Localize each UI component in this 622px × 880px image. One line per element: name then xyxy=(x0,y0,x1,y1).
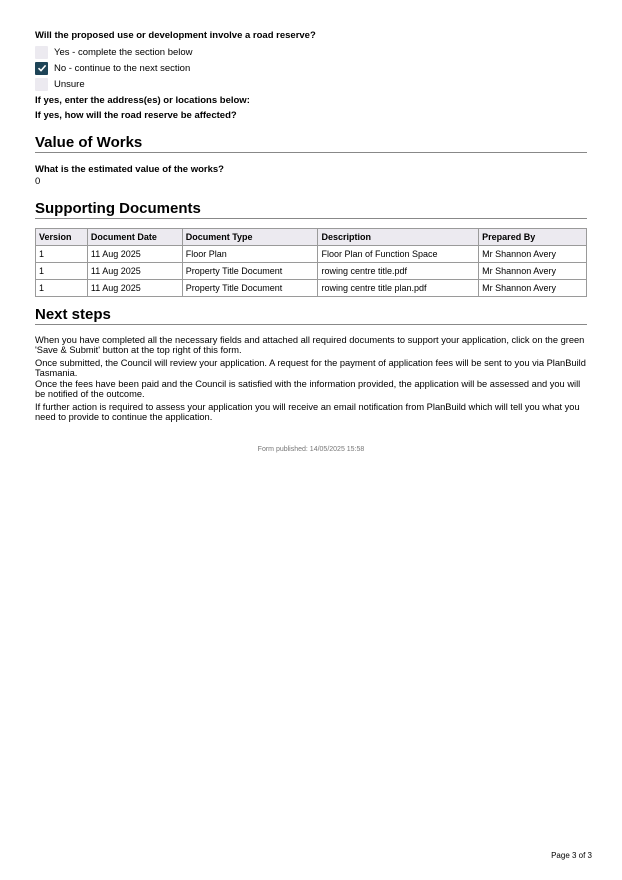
column-header: Document Date xyxy=(87,229,182,246)
value-question: What is the estimated value of the works? xyxy=(35,164,224,175)
next-steps-heading: Next steps xyxy=(35,306,587,325)
table-row xyxy=(36,280,587,297)
column-header: Prepared By xyxy=(479,229,587,246)
check-icon xyxy=(37,63,47,73)
column-header: Version xyxy=(36,229,88,246)
checkbox-no[interactable] xyxy=(35,62,48,75)
table-header-row xyxy=(36,229,587,246)
address-question: If yes, enter the address(es) or locations below: xyxy=(35,95,250,106)
table-cell: 1 xyxy=(36,263,88,280)
option-yes[interactable] xyxy=(35,45,193,59)
checkbox-yes[interactable] xyxy=(35,46,48,59)
option-no[interactable] xyxy=(35,61,190,75)
next-steps-paragraph: Once the fees have been paid and the Council is satisfied with the information provided, the application will be assessed and you will be notified of the outcome. xyxy=(35,379,581,399)
column-header: Document Type xyxy=(182,229,318,246)
road-reserve-question: Will the proposed use or development involve a road reserve? xyxy=(35,30,316,41)
option-no-label: No - continue to the next section xyxy=(54,62,191,74)
table-cell: 1 xyxy=(36,246,88,263)
form-published-note: Form published: 14/05/2025 15:58 xyxy=(257,446,365,453)
table-cell: rowing centre title plan.pdf xyxy=(318,280,479,297)
next-steps-paragraph: If further action is required to assess your application you will receive an email notification from PlanBuild which will tell you what you need to provide to continue the application. xyxy=(35,402,580,422)
column-header: Description xyxy=(318,229,479,246)
table-cell: Floor Plan of Function Space xyxy=(318,246,479,263)
table-cell: Property Title Document xyxy=(182,280,318,297)
value-of-works-heading: Value of Works xyxy=(35,134,587,153)
next-steps-paragraph: When you have completed all the necessary fields and attached all required documents to support your application, click on the green 'Save & Submit' button at the top right of this form. xyxy=(35,335,585,355)
table-cell: Floor Plan xyxy=(182,246,318,263)
checkbox-unsure[interactable] xyxy=(35,78,48,91)
table-cell: 11 Aug 2025 xyxy=(87,246,182,263)
table-cell: 11 Aug 2025 xyxy=(87,263,182,280)
table-cell: Mr Shannon Avery xyxy=(479,280,587,297)
page-number: Page 3 of 3 xyxy=(551,851,592,860)
supporting-documents-heading: Supporting Documents xyxy=(35,200,587,219)
documents-table xyxy=(35,228,587,297)
table-cell: rowing centre title.pdf xyxy=(318,263,479,280)
table-row xyxy=(36,246,587,263)
option-yes-label: Yes - complete the section below xyxy=(54,46,193,58)
table-cell: Property Title Document xyxy=(182,263,318,280)
option-unsure-label: Unsure xyxy=(54,78,85,90)
value-answer: 0 xyxy=(35,176,41,187)
next-steps-paragraph: Once submitted, the Council will review your application. A request for the payment of application fees will be sent to you via PlanBuild Tasmania. xyxy=(35,358,586,378)
table-row xyxy=(36,263,587,280)
table-cell: 1 xyxy=(36,280,88,297)
table-cell: Mr Shannon Avery xyxy=(479,246,587,263)
table-cell: Mr Shannon Avery xyxy=(479,263,587,280)
option-unsure[interactable] xyxy=(35,77,85,91)
affect-question: If yes, how will the road reserve be affected? xyxy=(35,110,237,121)
table-cell: 11 Aug 2025 xyxy=(87,280,182,297)
